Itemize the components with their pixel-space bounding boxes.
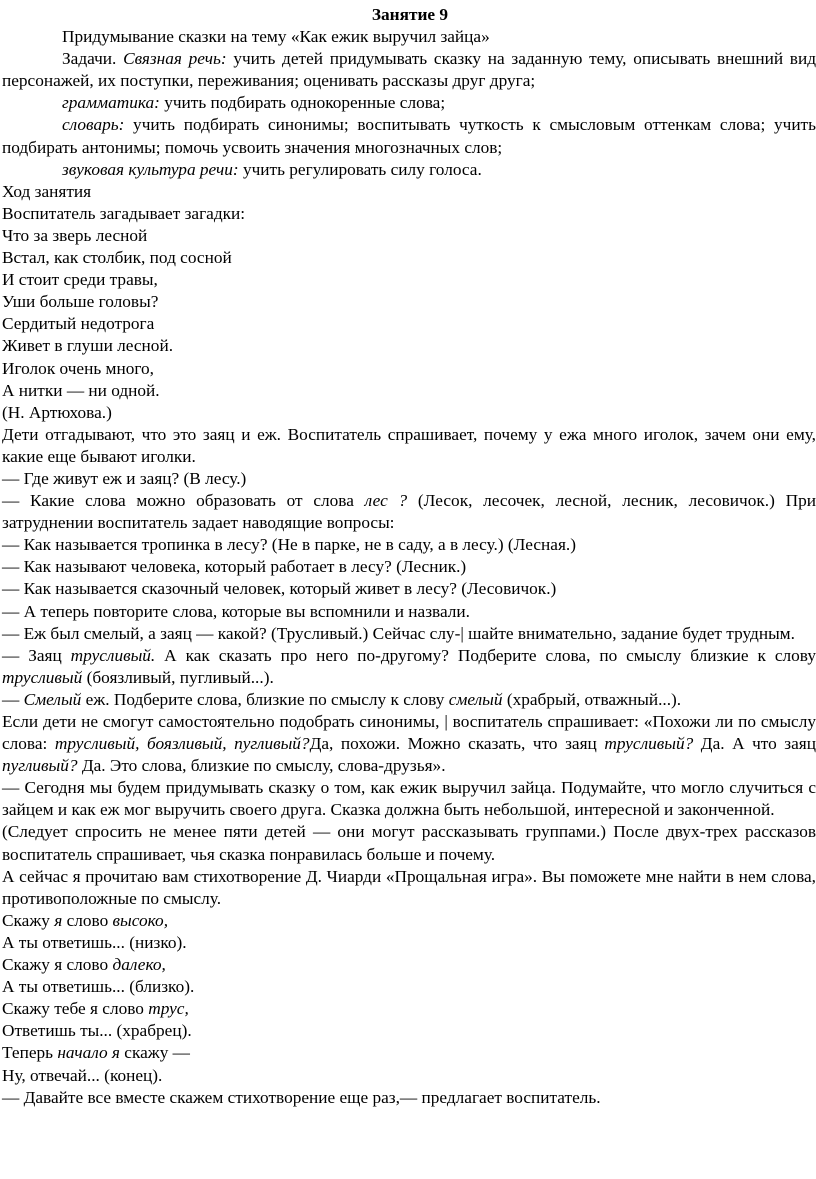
task-vocabulary-text: учить подбирать синонимы; воспитывать чуткость к смысловым оттенкам слова; учить подбирать антонимы; помочь усвоить значения многозначных слов; [2,115,816,157]
emphasis: трусливый [2,667,83,687]
lesson-subtitle: Придумывание сказки на тему «Как ежик выручил зайца» [62,27,490,47]
riddles-intro: Воспитатель загадывает загадки: [2,203,246,223]
text-run: еж. Подберите слова, близкие по смыслу к слову [81,689,449,709]
course-heading: Ход занятия [2,181,92,201]
dialogue-line: — Еж был смелый, а заяц — какой? (Трусливый.) Сейчас слу-| шайте внимательно, задание будет трудным. [2,623,795,643]
emphasis: начало я [57,1043,120,1063]
text-run: (Лесок, лесочек, лесной, лесник, лесовичок.) При затруднении воспитатель задает наводящие вопросы: [2,491,816,533]
lesson-title: Занятие 9 [371,5,449,24]
emphasis: пугливый? [2,756,78,776]
emphasis: смелый [448,689,503,709]
riddle-line: Уши больше головы? [2,292,159,312]
dialogue-line: — Где живут еж и заяц? (В лесу.) [2,468,247,488]
emphasis: Смелый [23,689,82,709]
text-run: Да, похожи. Можно сказать, что заяц [309,734,605,754]
task-grammar-term: грамматика: [62,93,160,113]
emphasis: трус, [148,999,189,1019]
tasks-label: Задачи. [62,49,124,69]
riddle-line: И стоит среди травы, [2,270,158,290]
paragraph [2,711,816,777]
poem-line: Ответишь ты... (храбрец). [2,1021,192,1041]
text-run: скажу — [119,1043,190,1063]
riddle-line: А нитки — ни одной. [2,380,160,400]
task-sound [2,159,816,181]
emphasis: высоко, [112,910,169,930]
dialogue-line: — Сегодня мы будем придумывать сказку о том, как ежик выручил зайца. Подумайте, что могло случиться с зайцем и как еж мог выручить своего друга. Сказка должна быть небольшой, интересной и законченной. [2,778,816,820]
emphasis: лес ? [364,491,408,511]
poem-line [2,954,816,976]
riddle-line: Сердитый недотрога [2,314,155,334]
task-sound-text: учить регулировать силу голоса. [238,159,482,179]
paragraph: Дети отгадывают, что это заяц и еж. Воспитатель спрашивает, почему у ежа много иголок, зачем они ему, какие еще бывают иголки. [2,424,816,466]
text-run: Скажу я слово [2,955,113,975]
dialogue-line: — Как называется сказочный человек, который живет в лесу? (Лесовичок.) [2,579,557,599]
dialogue-line: — Как называется тропинка в лесу? (Не в парке, не в саду, а в лесу.) (Лесная.) [2,535,576,555]
dialogue-line [2,689,816,711]
poem-line [2,910,816,932]
task-grammar-text: учить подбирать однокоренные слова; [159,93,446,113]
riddle-line: Встал, как столбик, под сосной [2,248,232,268]
task-grammar [2,92,816,114]
text-run: слово [62,910,113,930]
poem-line [2,1042,816,1064]
riddle-line: Иголок очень много, [2,358,154,378]
text-run: Если дети не смогут самостоятельно подобрать синонимы, | воспитатель спрашивает: «Похожи ли по смыслу слова: [2,712,816,754]
text-run: (боязливый, пугливый...). [82,667,274,687]
task-speech [2,48,816,92]
task-vocabulary-term: словарь: [62,115,125,135]
text-run: Да. А что заяц [693,734,816,754]
poem-line: А ты ответишь... (низко). [2,932,187,952]
dialogue-line: — Как называют человека, который работает в лесу? (Лесник.) [2,557,467,577]
emphasis: трусливый? [604,734,694,754]
poem-line: А ты ответишь... (близко). [2,977,195,997]
text-run: А как сказать про него по-другому? Подберите слова, по смыслу близкие к слову [155,645,816,665]
text-run: — Какие слова можно образовать от слова [2,491,365,511]
task-speech-text: учить детей придумывать сказку на заданную тему, описывать внешний вид персонажей, их поступки, переживания; оценивать рассказы друг друга; [2,49,816,91]
dialogue-line [2,490,816,534]
dialogue-line: — Давайте все вместе скажем стихотворение еще раз,— предлагает воспитатель. [2,1087,601,1107]
riddle-line: Живет в глуши лесной. [2,336,174,356]
emphasis: трусливый. [70,645,156,665]
text-run: Скажу тебе я слово [2,999,149,1019]
emphasis: далеко, [112,955,166,975]
task-vocabulary [2,114,816,158]
text-run: Скажу [2,910,55,930]
paragraph: (Следует спросить не менее пяти детей — они могут рассказывать группами.) После двух-трех рассказов воспитатель спрашивает, чья сказка понравилась больше и почему. [2,822,816,864]
dialogue-line: — А теперь повторите слова, которые вы вспомнили и назвали. [2,601,470,621]
riddle-line: Что за зверь лесной [2,225,148,245]
emphasis: трусливый, боязливый, пугливый? [54,734,310,754]
text-run: — Заяц [2,645,71,665]
text-run: Да. Это слова, близкие по смыслу, слова-друзья». [77,756,446,776]
poem-line: Ну, отвечай... (конец). [2,1065,163,1085]
emphasis: я [54,910,63,930]
text-run: Теперь [2,1043,58,1063]
paragraph: А сейчас я прочитаю вам стихотворение Д. Чиарди «Прощальная игра». Вы поможете мне найти в нем слова, противоположные по смыслу. [2,866,816,908]
poem-line [2,998,816,1020]
riddle-author: (Н. Артюхова.) [2,402,112,422]
task-speech-term: Связная речь: [123,49,227,69]
dialogue-line [2,645,816,689]
task-sound-term: звуковая культура речи: [62,159,239,179]
text-run: (храбрый, отважный...). [502,689,682,709]
text-run: — [2,689,24,709]
